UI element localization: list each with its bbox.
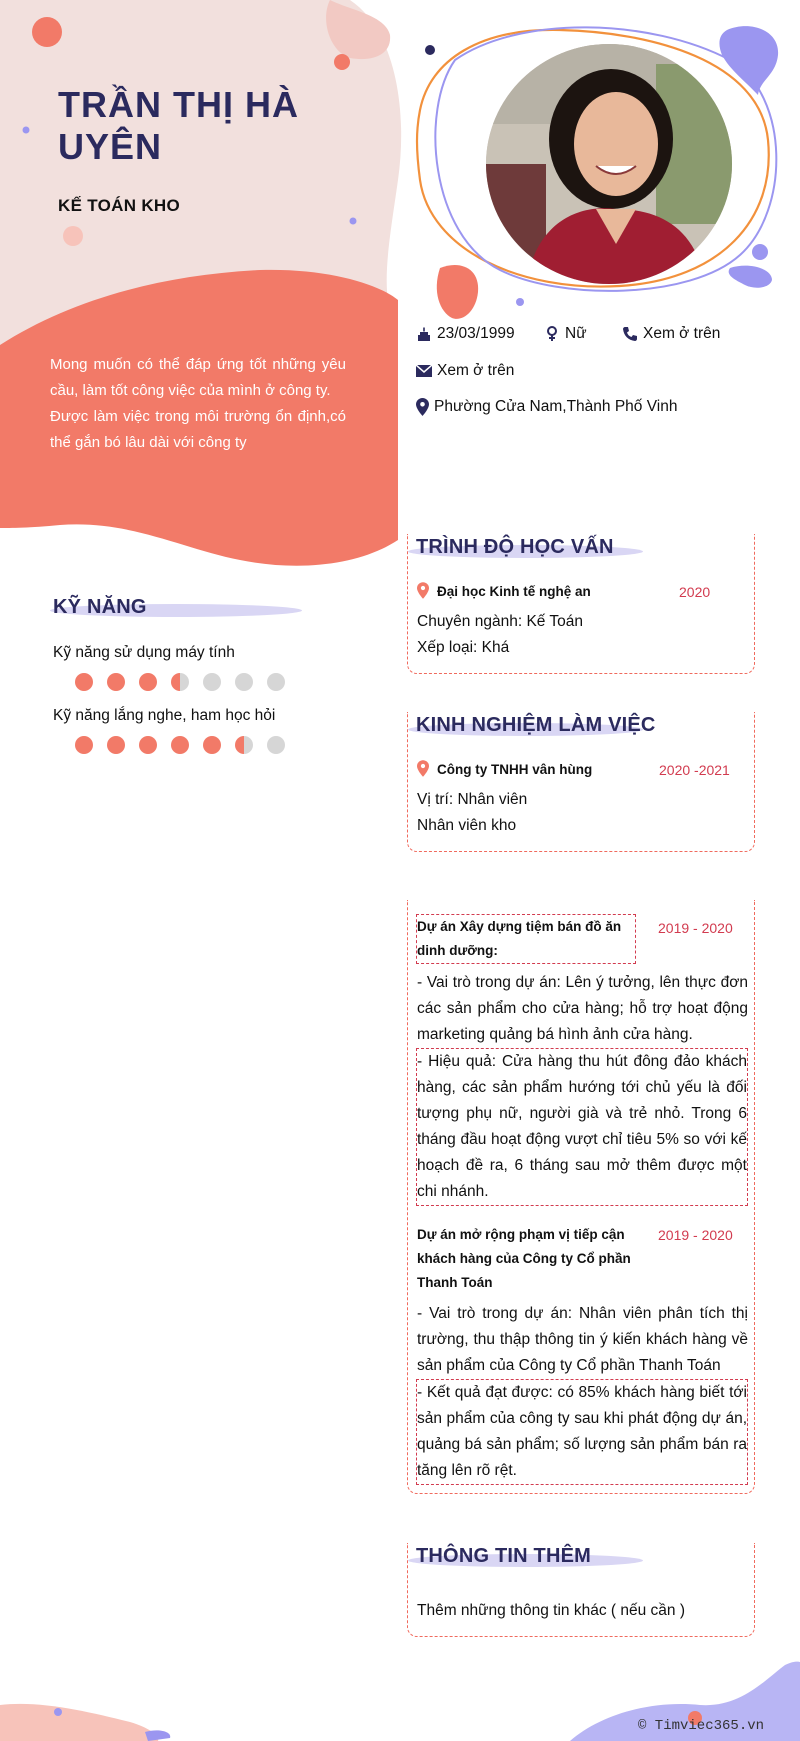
company-name: Công ty TNHH vân hùng bbox=[437, 762, 593, 777]
address-item bbox=[416, 398, 677, 416]
gender-icon bbox=[546, 326, 560, 342]
rating-dot bbox=[235, 673, 253, 691]
birthday-item bbox=[416, 325, 515, 343]
rating-dot bbox=[139, 736, 157, 754]
phone-icon bbox=[622, 326, 638, 342]
project-result: - Hiệu quả: Cửa hàng thu hút đông đảo khách hàng, các sản phẩm hướng tới chủ yếu là đối tượng phụ nữ, người già và trẻ nhỏ. Trong 6 tháng đầu hoạt động vượt chỉ tiêu 5% so với kế hoạch đề ra, 6 tháng sau mở thêm được một chi nhánh. bbox=[416, 1048, 748, 1206]
extra-title: THÔNG TIN THÊM bbox=[416, 1545, 592, 1567]
watermark: © Timviec365.vn bbox=[638, 1718, 765, 1734]
project-period: 2019 - 2020 bbox=[658, 920, 733, 936]
skill-label: Kỹ năng lắng nghe, ham học hỏi bbox=[53, 707, 276, 724]
project-role: - Vai trò trong dự án: Lên ý tưởng, lên thực đơn các sản phẩm cho cửa hàng; hỗ trợ hoạt động marketing quảng bá hình ảnh cửa hàng. bbox=[417, 974, 748, 1043]
project-role: - Vai trò trong dự án: Nhân viên phân tích thị trường, thu thập thông tin ý kiến khách hàng về sản phẩm của Công ty Cổ phần Thanh Toán bbox=[417, 1305, 748, 1374]
skills-title: KỸ NĂNG bbox=[53, 596, 147, 618]
candidate-name: TRẦN THỊ HÀ UYÊN bbox=[58, 84, 299, 167]
objective-line: Mong muốn có thể đáp ứng tốt những yêu cầu, làm tốt công việc của mình ở công ty. bbox=[50, 356, 346, 399]
extra-text: Thêm những thông tin khác ( nếu cần ) bbox=[417, 1602, 686, 1619]
rating-dot bbox=[267, 673, 285, 691]
email-text: Xem ở trên bbox=[437, 362, 515, 379]
job-title: KẾ TOÁN KHO bbox=[58, 196, 180, 215]
rating-dot bbox=[139, 673, 157, 691]
rating-dot bbox=[75, 673, 93, 691]
education-major: Chuyên ngành: Kế Toán bbox=[417, 613, 584, 630]
rating-dot bbox=[235, 736, 253, 754]
gender-text: Nữ bbox=[565, 325, 587, 342]
education-title: TRÌNH ĐỘ HỌC VẤN bbox=[416, 536, 614, 558]
address-text: Phường Cửa Nam,Thành Phố Vinh bbox=[434, 398, 678, 415]
skill-rating bbox=[75, 736, 285, 754]
skill-rating bbox=[75, 673, 285, 691]
phone-text: Xem ở trên bbox=[643, 325, 721, 342]
birthday-text: 23/03/1999 bbox=[437, 325, 515, 342]
envelope-icon bbox=[416, 365, 432, 377]
gender-item bbox=[546, 325, 587, 343]
project-title: Dự án Xây dựng tiệm bán đồ ăn dinh dưỡng: bbox=[416, 914, 636, 964]
project-result: - Kết quả đạt được: có 85% khách hàng biết tới sản phẩm của công ty sau khi phát động dự án, quảng bá sản phẩm; số lượng sản phẩm bán ra tăng lên rõ rệt. bbox=[416, 1379, 748, 1485]
job-detail: Nhân viên kho bbox=[417, 817, 517, 834]
phone-item bbox=[622, 325, 720, 343]
rating-dot bbox=[75, 736, 93, 754]
profile-photo bbox=[486, 44, 732, 284]
rating-dot bbox=[107, 673, 125, 691]
rating-dot bbox=[267, 736, 285, 754]
skill-label: Kỹ năng sử dụng máy tính bbox=[53, 644, 235, 661]
rating-dot bbox=[107, 736, 125, 754]
rating-dot bbox=[171, 736, 189, 754]
education-grade: Xếp loại: Khá bbox=[417, 639, 510, 656]
map-pin-icon bbox=[417, 582, 429, 599]
school-name: Đại học Kinh tế nghệ an bbox=[437, 584, 591, 599]
experience-title: KINH NGHIỆM LÀM VIỆC bbox=[416, 714, 656, 736]
rating-dot bbox=[171, 673, 189, 691]
career-objective bbox=[50, 352, 346, 456]
employment-period: 2020 -2021 bbox=[659, 762, 730, 778]
project-period: 2019 - 2020 bbox=[658, 1227, 733, 1243]
cake-icon bbox=[416, 326, 432, 342]
map-pin-icon bbox=[416, 398, 429, 416]
rating-dot bbox=[203, 736, 221, 754]
map-pin-icon bbox=[417, 760, 429, 777]
job-position: Vị trí: Nhân viên bbox=[417, 791, 528, 808]
email-item bbox=[416, 362, 514, 380]
graduation-year: 2020 bbox=[679, 584, 711, 600]
project-title: Dự án mở rộng phạm vị tiếp cận khách hàng của Công ty Cổ phần Thanh Toán bbox=[417, 1227, 631, 1290]
rating-dot bbox=[203, 673, 221, 691]
objective-line: Được làm việc trong môi trường ổn định,có thể gắn bó lâu dài với công ty bbox=[50, 408, 346, 451]
